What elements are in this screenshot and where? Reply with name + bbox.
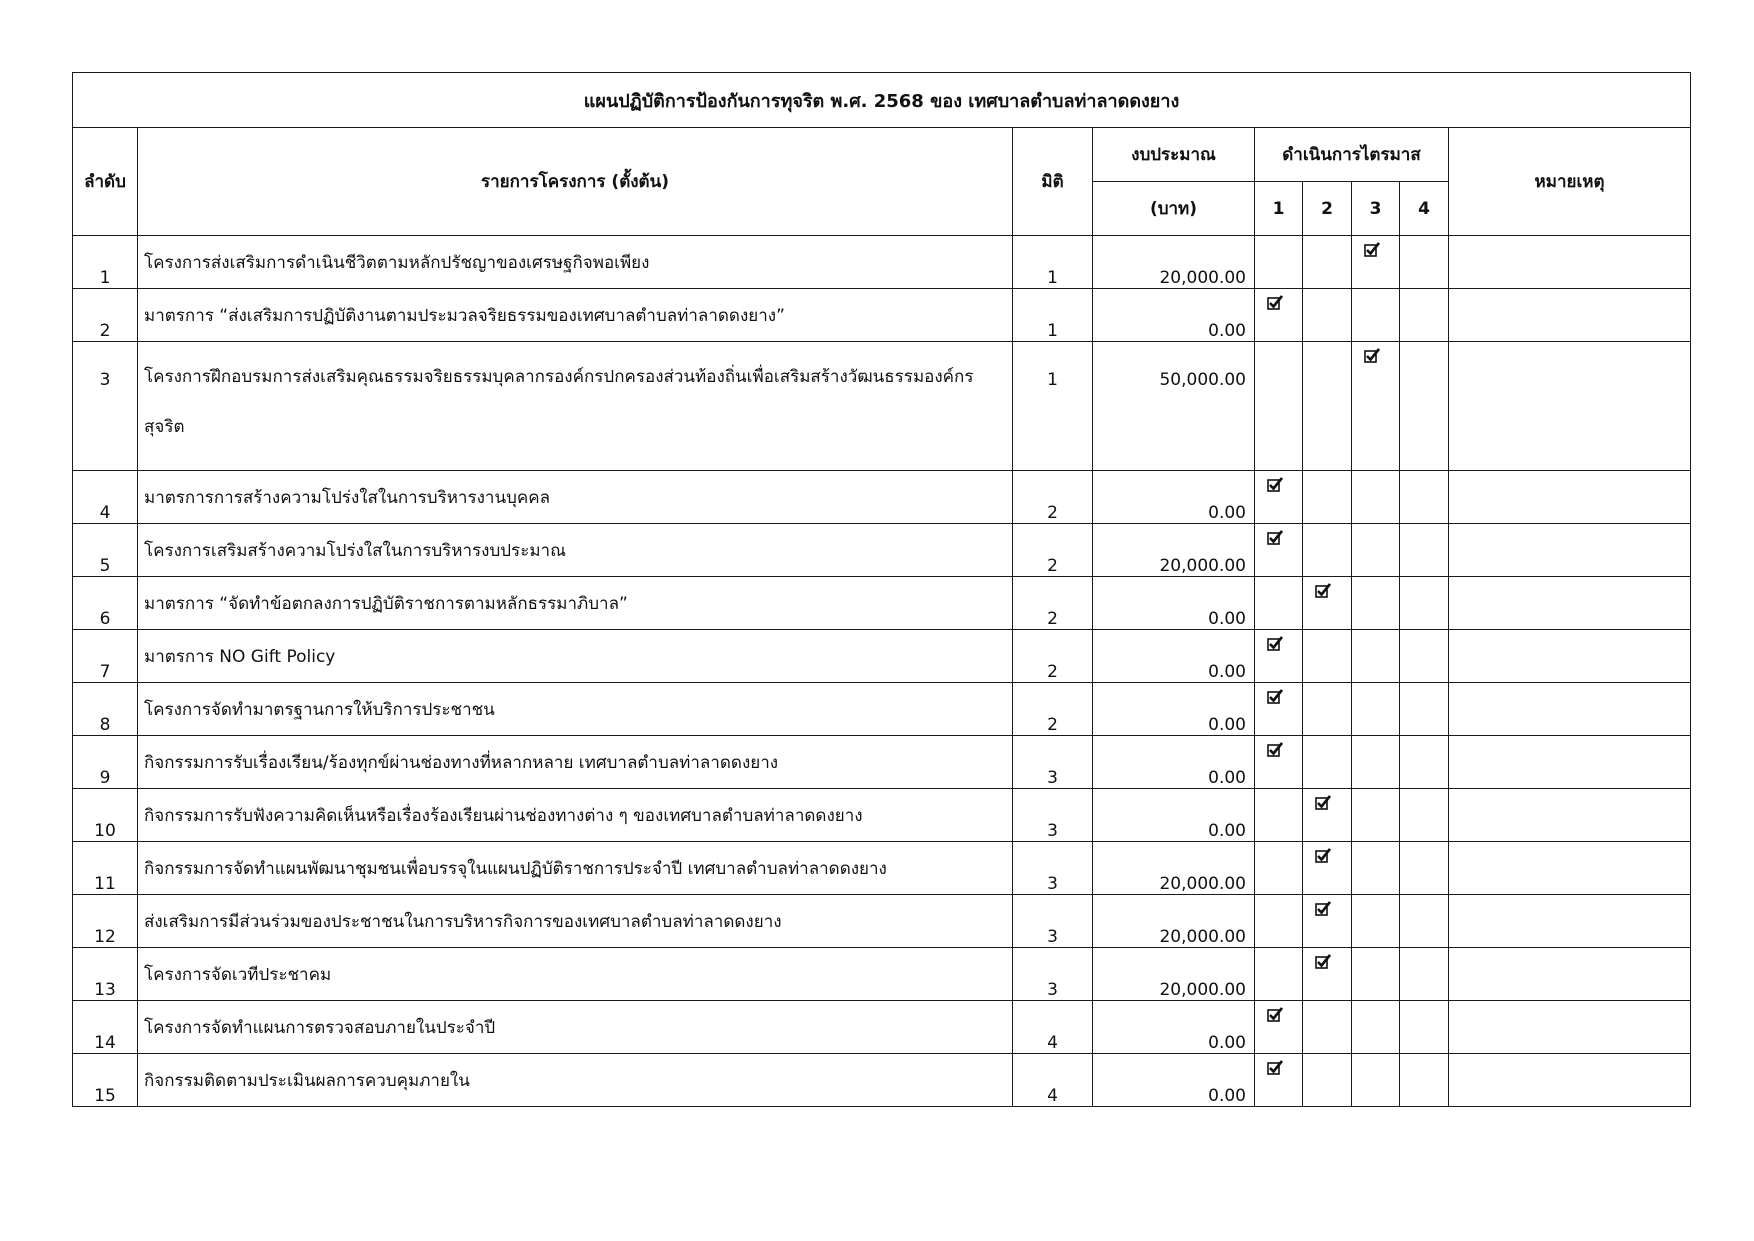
quarter-4-cell xyxy=(1400,683,1449,736)
dimension-value: 3 xyxy=(1013,948,1093,1001)
budget-value: 0.00 xyxy=(1093,1054,1255,1107)
row-number: 9 xyxy=(73,736,138,789)
quarter-2-cell xyxy=(1303,577,1352,630)
table-row xyxy=(73,630,1691,683)
checked-box-icon xyxy=(1364,242,1380,257)
quarter-4-cell xyxy=(1400,1054,1449,1107)
project-name: กิจกรรมการรับฟังความคิดเห็นหรือเรื่องร้องเรียนผ่านช่องทางต่าง ๆ ของเทศบาลตำบลท่าลาดดงยาง xyxy=(138,789,1013,842)
header-quarter-3: 3 xyxy=(1352,182,1400,236)
budget-value: 0.00 xyxy=(1093,683,1255,736)
dimension-value: 4 xyxy=(1013,1054,1093,1107)
table-row xyxy=(73,948,1691,1001)
quarter-2-cell xyxy=(1303,736,1352,789)
table-row xyxy=(73,789,1691,842)
checked-box-icon xyxy=(1267,636,1283,651)
quarter-1-cell xyxy=(1255,289,1303,342)
dimension-value: 2 xyxy=(1013,630,1093,683)
quarter-1-cell xyxy=(1255,471,1303,524)
quarter-3-cell xyxy=(1352,895,1400,948)
remark-cell xyxy=(1449,1001,1691,1054)
dimension-value: 2 xyxy=(1013,524,1093,577)
checked-box-icon xyxy=(1267,689,1283,704)
table-row xyxy=(73,842,1691,895)
budget-value: 20,000.00 xyxy=(1093,948,1255,1001)
dimension-value: 3 xyxy=(1013,895,1093,948)
quarter-4-cell xyxy=(1400,789,1449,842)
table-row xyxy=(73,683,1691,736)
project-name: กิจกรรมการรับเรื่องเรียน/ร้องทุกข์ผ่านช่องทางที่หลากหลาย เทศบาลตำบลท่าลาดดงยาง xyxy=(138,736,1013,789)
header-project: รายการโครงการ (ตั้งต้น) xyxy=(138,128,1013,236)
budget-value: 0.00 xyxy=(1093,289,1255,342)
row-number: 2 xyxy=(73,289,138,342)
header-dimension: มิติ xyxy=(1013,128,1093,236)
dimension-value: 4 xyxy=(1013,1001,1093,1054)
budget-value: 20,000.00 xyxy=(1093,236,1255,289)
quarter-1-cell xyxy=(1255,683,1303,736)
quarter-2-cell xyxy=(1303,630,1352,683)
budget-value: 0.00 xyxy=(1093,471,1255,524)
checked-box-icon xyxy=(1315,848,1331,863)
table-row xyxy=(73,342,1691,471)
dimension-value: 3 xyxy=(1013,842,1093,895)
quarter-3-cell xyxy=(1352,471,1400,524)
quarter-1-cell xyxy=(1255,736,1303,789)
quarter-2-cell xyxy=(1303,1001,1352,1054)
quarter-1-cell xyxy=(1255,236,1303,289)
budget-value: 20,000.00 xyxy=(1093,524,1255,577)
quarter-3-cell xyxy=(1352,842,1400,895)
quarter-4-cell xyxy=(1400,948,1449,1001)
quarter-2-cell xyxy=(1303,342,1352,471)
quarter-1-cell xyxy=(1255,1054,1303,1107)
quarter-4-cell xyxy=(1400,524,1449,577)
remark-cell xyxy=(1449,524,1691,577)
project-name: โครงการจัดเวทีประชาคม xyxy=(138,948,1013,1001)
row-number: 7 xyxy=(73,630,138,683)
project-name: โครงการฝึกอบรมการส่งเสริมคุณธรรมจริยธรรมบุคลากรองค์กรปกครองส่วนท้องถิ่นเพื่อเสริมสร้างวัฒนธรรมองค์กรสุจริต xyxy=(138,342,1013,471)
header-remark: หมายเหตุ xyxy=(1449,128,1691,236)
checked-box-icon xyxy=(1267,1060,1283,1075)
quarter-4-cell xyxy=(1400,895,1449,948)
quarter-2-cell xyxy=(1303,471,1352,524)
project-name: มาตรการ NO Gift Policy xyxy=(138,630,1013,683)
quarter-1-cell xyxy=(1255,524,1303,577)
budget-value: 0.00 xyxy=(1093,577,1255,630)
remark-cell xyxy=(1449,895,1691,948)
dimension-value: 3 xyxy=(1013,789,1093,842)
checked-box-icon xyxy=(1267,295,1283,310)
quarter-1-cell xyxy=(1255,1001,1303,1054)
dimension-value: 3 xyxy=(1013,736,1093,789)
table-row xyxy=(73,1001,1691,1054)
quarter-3-cell xyxy=(1352,577,1400,630)
table-row xyxy=(73,236,1691,289)
quarter-4-cell xyxy=(1400,842,1449,895)
table-row xyxy=(73,1054,1691,1107)
remark-cell xyxy=(1449,236,1691,289)
quarter-3-cell xyxy=(1352,630,1400,683)
checked-box-icon xyxy=(1364,348,1380,363)
quarter-3-cell xyxy=(1352,736,1400,789)
project-name: กิจกรรมการจัดทำแผนพัฒนาชุมชนเพื่อบรรจุในแผนปฏิบัติราชการประจำปี เทศบาลตำบลท่าลาดดงยาง xyxy=(138,842,1013,895)
row-number: 12 xyxy=(73,895,138,948)
remark-cell xyxy=(1449,630,1691,683)
quarter-3-cell xyxy=(1352,948,1400,1001)
remark-cell xyxy=(1449,342,1691,471)
quarter-4-cell xyxy=(1400,630,1449,683)
dimension-value: 2 xyxy=(1013,471,1093,524)
quarter-2-cell xyxy=(1303,789,1352,842)
document-title: แผนปฏิบัติการป้องกันการทุจริต พ.ศ. 2568 ของ เทศบาลตำบลท่าลาดดงยาง xyxy=(73,73,1691,128)
row-number: 3 xyxy=(73,342,138,471)
row-number: 8 xyxy=(73,683,138,736)
remark-cell xyxy=(1449,577,1691,630)
quarter-3-cell xyxy=(1352,789,1400,842)
project-name: โครงการจัดทำมาตรฐานการให้บริการประชาชน xyxy=(138,683,1013,736)
quarter-4-cell xyxy=(1400,736,1449,789)
table-row xyxy=(73,895,1691,948)
dimension-value: 1 xyxy=(1013,236,1093,289)
row-number: 5 xyxy=(73,524,138,577)
quarter-3-cell xyxy=(1352,1001,1400,1054)
project-name: โครงการส่งเสริมการดำเนินชีวิตตามหลักปรัชญาของเศรษฐกิจพอเพียง xyxy=(138,236,1013,289)
project-name: โครงการจัดทำแผนการตรวจสอบภายในประจำปี xyxy=(138,1001,1013,1054)
remark-cell xyxy=(1449,683,1691,736)
quarter-1-cell xyxy=(1255,948,1303,1001)
quarter-3-cell xyxy=(1352,683,1400,736)
quarter-2-cell xyxy=(1303,1054,1352,1107)
header-quarter-1: 1 xyxy=(1255,182,1303,236)
checked-box-icon xyxy=(1267,742,1283,757)
row-number: 11 xyxy=(73,842,138,895)
project-name: มาตรการ “จัดทำข้อตกลงการปฏิบัติราชการตามหลักธรรมาภิบาล” xyxy=(138,577,1013,630)
quarter-2-cell xyxy=(1303,683,1352,736)
remark-cell xyxy=(1449,471,1691,524)
dimension-value: 1 xyxy=(1013,289,1093,342)
table-row xyxy=(73,736,1691,789)
quarter-1-cell xyxy=(1255,789,1303,842)
quarter-2-cell xyxy=(1303,895,1352,948)
budget-value: 20,000.00 xyxy=(1093,842,1255,895)
table-row xyxy=(73,524,1691,577)
budget-value: 20,000.00 xyxy=(1093,895,1255,948)
row-number: 14 xyxy=(73,1001,138,1054)
budget-value: 0.00 xyxy=(1093,1001,1255,1054)
project-name: กิจกรรมติดตามประเมินผลการควบคุมภายใน xyxy=(138,1054,1013,1107)
row-number: 4 xyxy=(73,471,138,524)
row-number: 15 xyxy=(73,1054,138,1107)
remark-cell xyxy=(1449,789,1691,842)
table-row xyxy=(73,471,1691,524)
quarter-1-cell xyxy=(1255,630,1303,683)
remark-cell xyxy=(1449,1054,1691,1107)
budget-value: 0.00 xyxy=(1093,630,1255,683)
table-row xyxy=(73,289,1691,342)
checked-box-icon xyxy=(1315,954,1331,969)
header-quarter-group: ดำเนินการไตรมาส xyxy=(1255,128,1449,182)
quarter-4-cell xyxy=(1400,289,1449,342)
header-no: ลำดับ xyxy=(73,128,138,236)
row-number: 10 xyxy=(73,789,138,842)
quarter-3-cell xyxy=(1352,289,1400,342)
quarter-3-cell xyxy=(1352,524,1400,577)
quarter-1-cell xyxy=(1255,342,1303,471)
quarter-3-cell xyxy=(1352,236,1400,289)
row-number: 1 xyxy=(73,236,138,289)
checked-box-icon xyxy=(1267,1007,1283,1022)
header-budget: งบประมาณ xyxy=(1093,128,1255,182)
header-quarter-4: 4 xyxy=(1400,182,1449,236)
header-budget-unit: (บาท) xyxy=(1093,182,1255,236)
checked-box-icon xyxy=(1315,901,1331,916)
quarter-1-cell xyxy=(1255,577,1303,630)
quarter-2-cell xyxy=(1303,842,1352,895)
row-number: 13 xyxy=(73,948,138,1001)
budget-value: 0.00 xyxy=(1093,736,1255,789)
plan-rows xyxy=(73,236,1691,1107)
quarter-2-cell xyxy=(1303,948,1352,1001)
dimension-value: 2 xyxy=(1013,577,1093,630)
remark-cell xyxy=(1449,289,1691,342)
project-name: มาตรการ “ส่งเสริมการปฏิบัติงานตามประมวลจริยธรรมของเทศบาลตำบลท่าลาดดงยาง” xyxy=(138,289,1013,342)
checked-box-icon xyxy=(1315,583,1331,598)
quarter-4-cell xyxy=(1400,1001,1449,1054)
quarter-1-cell xyxy=(1255,842,1303,895)
header-quarter-2: 2 xyxy=(1303,182,1352,236)
budget-value: 0.00 xyxy=(1093,789,1255,842)
quarter-4-cell xyxy=(1400,577,1449,630)
budget-value: 50,000.00 xyxy=(1093,342,1255,471)
table-row xyxy=(73,577,1691,630)
row-number: 6 xyxy=(73,577,138,630)
checked-box-icon xyxy=(1315,795,1331,810)
checked-box-icon xyxy=(1267,477,1283,492)
remark-cell xyxy=(1449,736,1691,789)
quarter-2-cell xyxy=(1303,289,1352,342)
quarter-1-cell xyxy=(1255,895,1303,948)
quarter-3-cell xyxy=(1352,342,1400,471)
checked-box-icon xyxy=(1267,530,1283,545)
project-name: มาตรการการสร้างความโปร่งใสในการบริหารงานบุคคล xyxy=(138,471,1013,524)
dimension-value: 1 xyxy=(1013,342,1093,471)
dimension-value: 2 xyxy=(1013,683,1093,736)
quarter-4-cell xyxy=(1400,342,1449,471)
remark-cell xyxy=(1449,842,1691,895)
quarter-3-cell xyxy=(1352,1054,1400,1107)
remark-cell xyxy=(1449,948,1691,1001)
quarter-2-cell xyxy=(1303,236,1352,289)
anti-corruption-plan-table xyxy=(72,72,1691,1107)
quarter-2-cell xyxy=(1303,524,1352,577)
project-name: ส่งเสริมการมีส่วนร่วมของประชาชนในการบริหารกิจการของเทศบาลตำบลท่าลาดดงยาง xyxy=(138,895,1013,948)
project-name: โครงการเสริมสร้างความโปร่งใสในการบริหารงบประมาณ xyxy=(138,524,1013,577)
quarter-4-cell xyxy=(1400,471,1449,524)
quarter-4-cell xyxy=(1400,236,1449,289)
